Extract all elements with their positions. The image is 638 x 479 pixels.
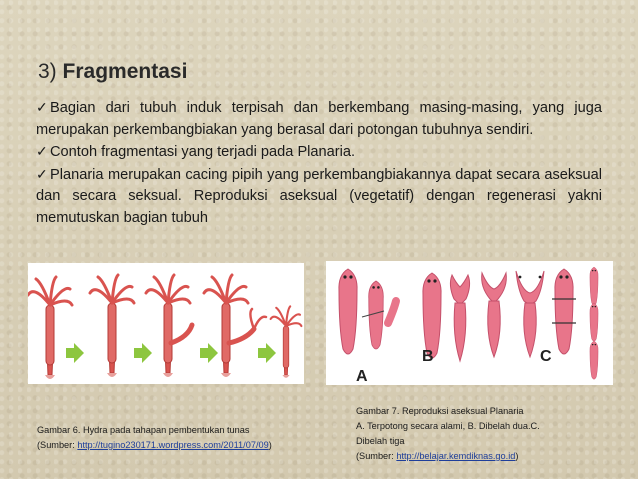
label-c: C	[540, 348, 552, 365]
bullet-item	[36, 97, 602, 141]
figure7-caption-title: Gambar 7. Reproduksi aseksual Planaria	[356, 406, 524, 416]
figure6-caption	[37, 423, 337, 453]
figure6-source-link[interactable]: http://tugino230171.wordpress.com/2011/07/09	[77, 440, 269, 450]
bullet-list	[36, 97, 602, 229]
hydra-illustration	[28, 263, 304, 384]
source-prefix: (Sumber:	[356, 451, 397, 461]
checkmark-icon: ✓	[36, 143, 48, 159]
figure7-source-link[interactable]: http://belajar.kemdiknas.go.id	[396, 451, 516, 461]
arrow-icon	[200, 343, 218, 363]
checkmark-icon: ✓	[36, 165, 48, 182]
title-text: Fragmentasi	[62, 60, 188, 83]
figure7-caption	[356, 404, 596, 464]
hydra-budding-figure	[28, 263, 304, 384]
slide-title	[38, 60, 187, 84]
figure7-caption-line2: A. Terpotong secara alami, B. Dibelah dua.C.	[356, 421, 540, 431]
planaria-figure	[326, 261, 613, 385]
planaria-illustration	[326, 261, 613, 385]
bullet-item	[36, 141, 602, 164]
label-a: A	[356, 368, 368, 385]
figure7-source	[356, 449, 596, 464]
bullet-text: Bagian dari tubuh induk terpisah dan berkembang masing-masing, yang juga merupakan perkembangbiakan yang berasal dari potongan tubuhnya sendiri.	[36, 100, 602, 138]
source-suffix: )	[268, 440, 272, 450]
bullet-text: Contoh fragmentasi yang terjadi pada Planaria.	[50, 144, 356, 160]
arrow-icon	[258, 343, 276, 363]
source-suffix: )	[515, 451, 519, 461]
figure7-caption-line3: Dibelah tiga	[356, 436, 405, 446]
source-prefix: (Sumber:	[37, 440, 78, 450]
title-number: 3)	[38, 60, 57, 83]
figure6-caption-title: Gambar 6. Hydra pada tahapan pembentukan tunas	[37, 425, 250, 435]
bullet-text: Planaria merupakan cacing pipih yang perkembangbiakannya dapat secara aseksual dan secara seksual. Reproduksi aseksual (vegetatif) dengan regenerasi yakni memutuskan bagian tubuh	[36, 166, 602, 226]
checkmark-icon: ✓	[36, 99, 48, 115]
bullet-item	[36, 164, 602, 230]
arrow-icon	[66, 343, 84, 363]
figure6-source	[37, 438, 337, 453]
label-b: B	[422, 348, 434, 365]
arrow-icon	[134, 343, 152, 363]
